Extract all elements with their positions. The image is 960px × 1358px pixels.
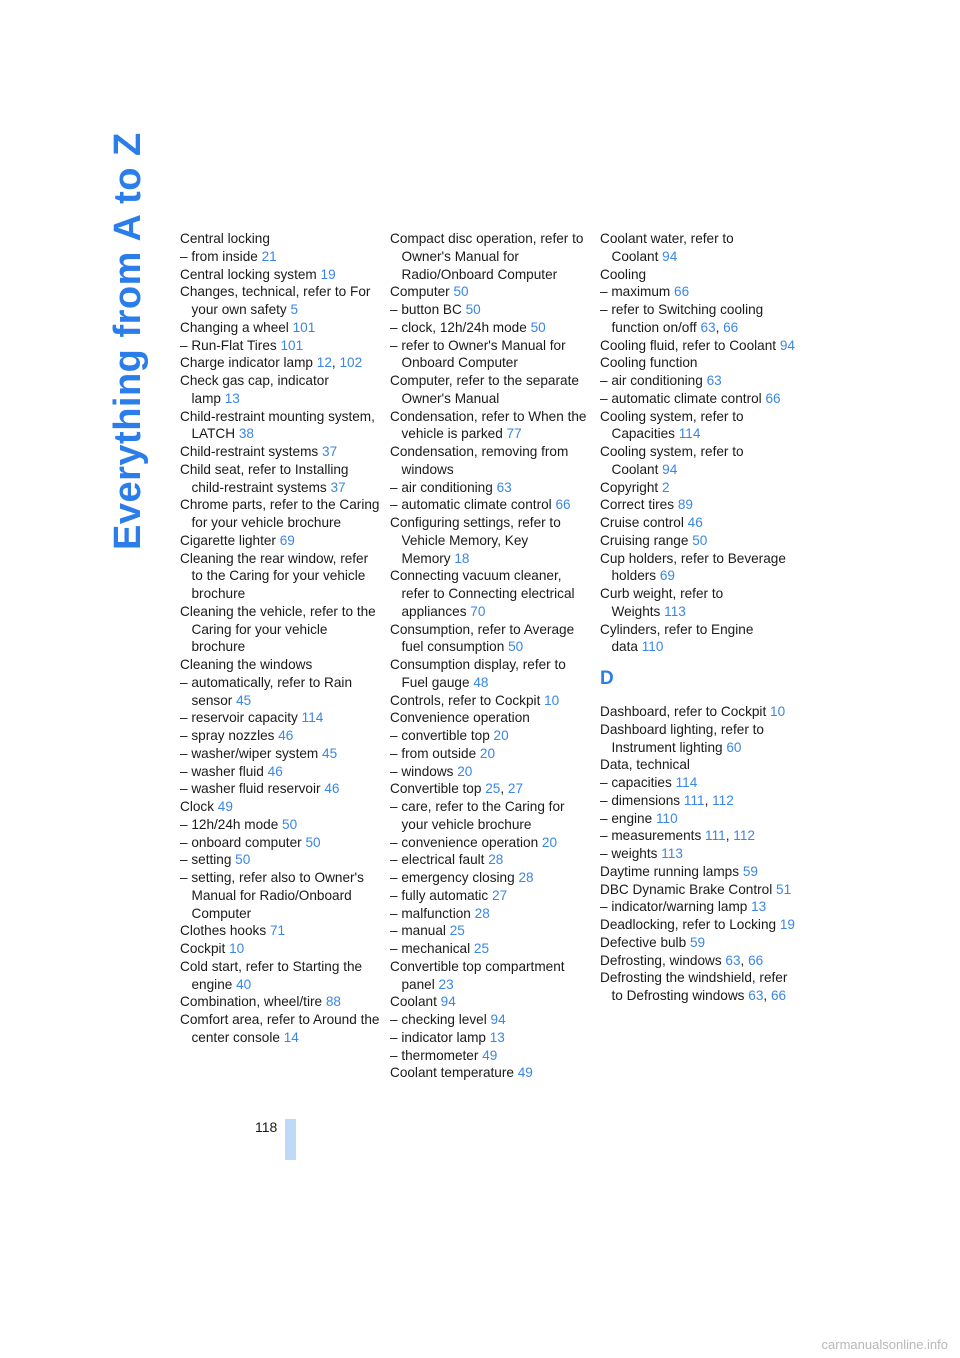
index-term: – spray nozzles <box>180 728 275 743</box>
page-ref-link[interactable]: 28 <box>474 905 490 921</box>
index-term: Computer, refer to the separate Owner's Manual <box>390 373 579 406</box>
index-entry: – measurements 111, 112 <box>600 828 755 844</box>
index-entry <box>390 692 590 710</box>
index-term: – mechanical <box>390 941 471 956</box>
page-ref-link[interactable]: 50 <box>692 532 708 548</box>
page-ref-link[interactable]: 37 <box>330 479 346 495</box>
index-term: Cleaning the rear window, refer to the Caring for your vehicle brochure <box>180 550 369 601</box>
index-entry <box>390 869 590 887</box>
index-entry <box>390 709 590 727</box>
index-term: Coolant <box>390 994 437 1010</box>
section-letter: D <box>600 668 614 689</box>
index-term: Coolant temperature <box>390 1065 514 1081</box>
index-entry <box>600 774 800 792</box>
page-ref-link[interactable]: 112 <box>733 828 755 844</box>
page-ref-link[interactable]: 49 <box>482 1047 498 1063</box>
index-term: – fully automatic <box>390 887 489 903</box>
index-entry <box>180 993 380 1011</box>
page-ref-link[interactable]: 14 <box>283 1029 299 1045</box>
index-entry <box>390 621 590 657</box>
index-term: Defective bulb <box>600 934 687 950</box>
index-entry <box>180 1011 380 1047</box>
index-term: Controls, refer to Cockpit <box>390 692 541 708</box>
page-ref-link[interactable]: 101 <box>292 319 316 335</box>
page-ref-link[interactable]: 63 <box>748 988 764 1003</box>
page-ref-link[interactable]: 50 <box>235 852 251 868</box>
index-term: Condensation, refer to When the vehicle is parked <box>390 408 587 442</box>
index-column-2 <box>390 230 590 1082</box>
index-term: Cleaning the vehicle, refer to the Caring for your vehicle brochure <box>180 603 376 655</box>
index-term: Cockpit <box>180 941 226 956</box>
page-ref-link[interactable]: 37 <box>322 444 338 459</box>
page-ref-link[interactable]: 2 <box>661 479 670 495</box>
index-term: Daytime running lamps <box>600 863 740 879</box>
index-term: – button BC <box>390 302 462 317</box>
side-title-wrap <box>104 132 152 553</box>
index-term: Changing a wheel <box>180 319 289 335</box>
page-ref-link[interactable]: 13 <box>489 1029 505 1045</box>
page-ref-link[interactable]: 71 <box>269 923 286 939</box>
page-ref-link[interactable]: 46 <box>267 763 283 779</box>
index-term: Dashboard lighting, refer to Instrument lighting <box>600 721 764 755</box>
index-term: Data, technical <box>600 757 690 773</box>
index-term: Charge indicator lamp <box>180 355 313 371</box>
page-ref-link[interactable]: 50 <box>508 639 524 655</box>
index-entry: Defrosting the windshield, refer to Defrosting windows 63, 66 <box>600 970 788 1003</box>
index-entry <box>390 408 590 444</box>
index-entry <box>180 958 380 994</box>
index-term: – checking level <box>390 1012 487 1027</box>
page-ref-link[interactable]: 94 <box>662 248 678 264</box>
index-term: Cold start, refer to Starting the engine <box>180 958 363 992</box>
page-ref-link[interactable]: 19 <box>779 917 795 932</box>
page-ref-link[interactable]: 88 <box>325 994 341 1010</box>
page-ref-link[interactable]: 70 <box>470 603 486 619</box>
index-term: Cigarette lighter <box>180 532 276 548</box>
page-ref-link[interactable]: 77 <box>506 426 522 442</box>
index-entry <box>180 816 380 834</box>
index-term: – automatic climate control <box>390 497 552 513</box>
index-term: Convertible top compartment panel <box>390 958 565 992</box>
index-entry <box>180 248 380 266</box>
index-entry <box>390 443 590 479</box>
page-ref-link[interactable]: 25 <box>485 781 501 797</box>
index-entry <box>180 869 380 922</box>
index-entry <box>600 585 800 621</box>
page-ref-link[interactable]: 114 <box>678 426 701 442</box>
index-entry <box>390 958 590 994</box>
index-term: Consumption display, refer to Fuel gauge <box>390 657 566 690</box>
index-entry <box>390 372 590 408</box>
index-term: – refer to Owner's Manual for Onboard Computer <box>390 337 566 371</box>
index-term: Changes, technical, refer to For your own safety <box>180 284 371 317</box>
index-entry <box>180 709 380 727</box>
index-term: – from outside <box>390 745 477 761</box>
index-entry <box>600 810 800 828</box>
index-term: Central locking <box>180 231 270 246</box>
index-term: Correct tires <box>600 497 675 513</box>
index-entry <box>180 266 380 284</box>
index-term: Connecting vacuum cleaner, refer to Connecting electrical appliances <box>390 568 575 619</box>
index-term: Cooling system, refer to Capacities <box>600 408 744 442</box>
index-term: Cooling fluid, refer to Coolant <box>600 337 777 353</box>
index-term: – emergency closing <box>390 870 515 885</box>
page-ref-link[interactable]: 13 <box>751 899 767 915</box>
index-entry <box>600 514 800 532</box>
index-entry <box>390 851 590 869</box>
index-entry <box>390 656 590 692</box>
index-entry <box>390 993 590 1011</box>
index-term: Consumption, refer to Average fuel consumption <box>390 621 575 655</box>
index-entry <box>180 780 380 798</box>
index-entry <box>180 550 380 603</box>
index-term: – washer fluid <box>180 763 264 779</box>
page-ref-link[interactable]: 63 <box>496 479 512 495</box>
side-title: Everything from A to Z <box>107 132 149 550</box>
page-ref-link[interactable]: 101 <box>280 337 304 353</box>
index-term: – 12h/24h mode <box>180 816 279 832</box>
index-term: Combination, wheel/tire <box>180 994 323 1010</box>
page-ref-link[interactable]: 66 <box>555 497 571 513</box>
page-ref-link[interactable]: 110 <box>655 810 678 826</box>
page-ref-link[interactable]: 20 <box>479 745 496 761</box>
page-ref-link[interactable]: 63 <box>706 373 722 388</box>
page-ref-link[interactable]: 20 <box>493 728 509 743</box>
index-entry <box>600 898 800 916</box>
index-entry <box>180 798 380 816</box>
index-entry <box>390 745 590 763</box>
index-term: Cruising range <box>600 532 689 548</box>
index-term: Convenience operation <box>390 710 530 726</box>
index-entry <box>600 372 800 390</box>
page-ref-link[interactable]: 63 <box>725 952 741 968</box>
page-ref-link[interactable]: 102 <box>339 355 363 371</box>
index-term: – onboard computer <box>180 834 302 850</box>
index-term: – thermometer <box>390 1047 479 1063</box>
page-ref-link[interactable]: 45 <box>236 692 252 708</box>
index-term: Compact disc operation, refer to Owner's Manual for Radio/Onboard Computer <box>390 231 584 282</box>
index-entry <box>180 372 380 408</box>
page-ref-link[interactable]: 12 <box>316 355 332 371</box>
page-ref-link[interactable]: 50 <box>465 302 481 317</box>
watermark: carmanualsonline.info <box>821 1337 948 1352</box>
page-ref-link[interactable]: 66 <box>765 390 781 406</box>
index-term: Child seat, refer to Installing child-restraint systems <box>180 461 349 495</box>
index-entry <box>600 934 800 952</box>
index-term: – automatically, refer to Rain sensor <box>180 674 353 708</box>
index-entry <box>180 532 380 550</box>
index-term: Deadlocking, refer to Locking <box>600 917 777 932</box>
page-ref-link[interactable]: 46 <box>687 515 703 530</box>
index-entry: – refer to Switching cooling function on/off 63, 66 <box>600 302 764 335</box>
page-ref-link[interactable]: 111 <box>683 792 705 808</box>
index-entry <box>390 1047 590 1065</box>
index-term: – electrical fault <box>390 852 485 868</box>
index-term: – from inside <box>180 248 258 264</box>
page-ref-link[interactable]: 46 <box>324 781 340 797</box>
index-entry <box>600 266 800 284</box>
page-tab-marker <box>285 1119 296 1160</box>
index-term: Dashboard, refer to Cockpit <box>600 704 767 719</box>
page-ref-link[interactable]: 25 <box>449 923 465 939</box>
index-term: – maximum <box>600 284 671 300</box>
index-term: Defrosting, windows <box>600 952 722 968</box>
index-term: Cooling system, refer to Coolant <box>600 444 744 477</box>
page-ref-link[interactable]: 94 <box>490 1012 506 1027</box>
page-ref-link[interactable]: 110 <box>641 639 664 655</box>
index-entry <box>180 674 380 710</box>
index-term: Cup holders, refer to Beverage holders <box>600 550 786 584</box>
page-ref-link[interactable]: 23 <box>438 976 454 992</box>
index-term: – malfunction <box>390 905 471 921</box>
index-term: Child-restraint systems <box>180 444 319 459</box>
page-ref-link[interactable]: 49 <box>217 799 233 814</box>
page-ref-link[interactable]: 66 <box>770 988 787 1003</box>
index-term: – dimensions <box>600 792 681 808</box>
index-term: – care, refer to the Caring for your vehicle brochure <box>390 799 565 832</box>
page-ref-link[interactable]: 18 <box>454 550 470 566</box>
index-entry <box>180 940 380 958</box>
index-term: – Run-Flat Tires <box>180 337 277 353</box>
index-term: Check gas cap, indicator lamp <box>180 373 329 406</box>
index-entry <box>600 550 800 586</box>
index-term: Cooling function <box>600 355 698 371</box>
page-ref-link[interactable]: 89 <box>677 497 693 513</box>
index-term: Cruise control <box>600 515 684 530</box>
page-ref-link[interactable]: 69 <box>659 568 675 584</box>
index-term: Clothes hooks <box>180 923 267 939</box>
index-entry <box>600 532 800 550</box>
index-entry <box>180 922 380 940</box>
index-entry <box>180 603 380 656</box>
page-ref-link[interactable]: 27 <box>492 887 508 903</box>
index-entry <box>390 319 590 337</box>
index-entry: Charge indicator lamp 12, 102 <box>180 355 363 371</box>
page-ref-link[interactable]: 46 <box>278 728 294 743</box>
index-entry <box>180 319 380 337</box>
page-ref-link[interactable]: 25 <box>473 941 490 956</box>
page-ref-link[interactable]: 66 <box>723 319 739 335</box>
page-ref-link[interactable]: 60 <box>726 739 742 755</box>
index-term: – capacities <box>600 775 672 790</box>
index-entry <box>390 1011 590 1029</box>
index-entry <box>180 443 380 461</box>
index-entry <box>390 1064 590 1082</box>
index-term: – convertible top <box>390 728 490 743</box>
index-term: – measurements <box>600 828 702 844</box>
index-entry <box>390 834 590 852</box>
index-term: – windows <box>390 763 454 779</box>
index-term: Computer <box>390 284 450 300</box>
index-term: – indicator lamp <box>390 1029 486 1045</box>
page-ref-link[interactable]: 69 <box>279 532 295 548</box>
page-ref-link[interactable]: 49 <box>517 1065 533 1081</box>
index-term: – clock, 12h/24h mode <box>390 319 527 335</box>
index-term: Convertible top <box>390 781 482 797</box>
index-term: Child-restraint mounting system, LATCH <box>180 408 375 442</box>
index-term: Condensation, removing from windows <box>390 444 569 477</box>
page-ref-link[interactable]: 28 <box>488 852 504 868</box>
index-entry <box>600 390 800 408</box>
index-entry <box>390 301 590 319</box>
index-term: – automatic climate control <box>600 390 762 406</box>
index-term: – refer to Switching cooling function on/off <box>600 302 764 335</box>
index-term: – manual <box>390 923 446 939</box>
index-entry: Convertible top 25, 27 <box>390 781 524 797</box>
index-entry <box>600 283 800 301</box>
index-term: – convenience operation <box>390 834 539 850</box>
index-entry <box>390 337 590 373</box>
page-ref-link[interactable]: 40 <box>236 976 252 992</box>
page-ref-link[interactable]: 66 <box>674 284 690 300</box>
index-term: Copyright <box>600 479 659 495</box>
page-ref-link[interactable]: 50 <box>282 816 298 832</box>
index-entry <box>180 834 380 852</box>
page-ref-link[interactable]: 10 <box>229 941 245 956</box>
index-column-3 <box>600 230 800 1005</box>
page-ref-link[interactable]: 66 <box>748 952 764 968</box>
index-entry <box>180 763 380 781</box>
index-entry <box>180 461 380 497</box>
index-term: – engine <box>600 810 653 826</box>
page-ref-link[interactable]: 94 <box>779 337 795 353</box>
index-term: Central locking system <box>180 266 317 282</box>
index-entry <box>390 479 590 497</box>
index-entry <box>180 727 380 745</box>
index-entry <box>390 514 590 567</box>
index-term: Cylinders, refer to Engine data <box>600 621 754 655</box>
page-ref-link[interactable]: 113 <box>661 846 683 861</box>
index-entry <box>180 337 380 355</box>
page-ref-link[interactable]: 19 <box>320 266 336 282</box>
index-entry <box>390 1029 590 1047</box>
index-term: – setting, refer also to Owner's Manual for Radio/Onboard Computer <box>180 870 364 921</box>
index-entry <box>600 863 800 881</box>
index-entry <box>600 408 800 444</box>
index-entry <box>390 922 590 940</box>
index-column-1 <box>180 230 380 1047</box>
index-entry <box>180 496 380 532</box>
index-entry <box>180 745 380 763</box>
index-term: – air conditioning <box>600 373 703 388</box>
index-term: Coolant water, refer to Coolant <box>600 231 734 264</box>
index-term: Chrome parts, refer to the Caring for your vehicle brochure <box>180 497 380 530</box>
page-ref-link[interactable]: 51 <box>776 881 792 897</box>
index-entry <box>600 881 800 899</box>
index-entry <box>600 845 800 863</box>
index-entry <box>390 230 590 283</box>
index-term: – indicator/warning lamp <box>600 899 748 915</box>
index-entry <box>600 443 800 479</box>
index-entry <box>180 283 380 319</box>
index-entry <box>600 621 800 657</box>
page-ref-link[interactable]: 5 <box>290 302 299 317</box>
index-entry <box>180 656 380 674</box>
page-ref-link[interactable]: 114 <box>675 775 698 790</box>
index-entry <box>390 940 590 958</box>
page-ref-link[interactable]: 94 <box>662 461 678 477</box>
index-entry <box>390 567 590 620</box>
page-ref-link[interactable]: 20 <box>541 834 558 850</box>
index-entry <box>180 230 380 248</box>
index-term: – washer/wiper system <box>180 745 319 761</box>
index-entry <box>390 727 590 745</box>
page-ref-link[interactable]: 50 <box>305 834 321 850</box>
index-entry <box>180 851 380 869</box>
index-term: Configuring settings, refer to Vehicle Memory, Key Memory <box>390 515 561 566</box>
page-ref-link[interactable]: 114 <box>301 710 324 726</box>
index-entry <box>600 756 800 774</box>
index-term: Cooling <box>600 266 647 282</box>
index-entry <box>600 721 800 757</box>
index-term: Curb weight, refer to Weights <box>600 586 724 619</box>
index-entry <box>600 496 800 514</box>
page-ref-link[interactable]: 10 <box>770 704 786 719</box>
index-term: – weights <box>600 846 658 861</box>
index-term: – air conditioning <box>390 479 493 495</box>
index-entry <box>390 905 590 923</box>
index-entry <box>180 408 380 444</box>
index-term: Comfort area, refer to Around the center console <box>180 1012 380 1045</box>
index-term: – washer fluid reservoir <box>180 781 321 797</box>
page-ref-link[interactable]: 38 <box>238 426 254 442</box>
index-entry <box>600 916 800 934</box>
index-entry <box>600 703 800 721</box>
page-number: 118 <box>255 1119 278 1135</box>
index-term: Cleaning the windows <box>180 657 313 672</box>
index-entry <box>390 496 590 514</box>
index-entry <box>600 479 800 497</box>
page-ref-link[interactable]: 45 <box>322 745 338 761</box>
page-ref-link[interactable]: 10 <box>544 692 560 708</box>
page-ref-link[interactable]: 20 <box>457 763 473 779</box>
page-ref-link[interactable]: 21 <box>261 248 277 264</box>
index-entry <box>600 337 800 355</box>
index-term: DBC Dynamic Brake Control <box>600 881 773 897</box>
page-ref-link[interactable]: 59 <box>689 934 706 950</box>
index-term: Defrosting the windshield, refer to Defrosting windows <box>600 970 788 1003</box>
index-entry: Defrosting, windows 63, 66 <box>600 952 764 968</box>
page-ref-link[interactable]: 50 <box>530 319 546 335</box>
index-term: Clock <box>180 799 214 814</box>
page-ref-link[interactable]: 94 <box>440 994 456 1010</box>
page-ref-link[interactable]: 63 <box>700 319 716 335</box>
page-ref-link[interactable]: 13 <box>224 390 240 406</box>
index-entry: – dimensions 111, 112 <box>600 792 734 808</box>
index-entry <box>600 354 800 372</box>
page-ref-link[interactable]: 112 <box>712 792 734 808</box>
page-ref-link[interactable]: 48 <box>473 674 489 690</box>
index-entry <box>390 763 590 781</box>
page-ref-link[interactable]: 27 <box>507 781 524 797</box>
index-term: – reservoir capacity <box>180 710 298 726</box>
index-entry <box>390 798 590 834</box>
index-entry <box>390 887 590 905</box>
index-term: – setting <box>180 852 232 868</box>
index-entry <box>600 230 800 266</box>
page-ref-link[interactable]: 50 <box>453 284 469 300</box>
index-entry <box>390 283 590 301</box>
page-ref-link[interactable]: 59 <box>742 863 758 879</box>
page-ref-link[interactable]: 111 <box>705 828 726 844</box>
page-ref-link[interactable]: 113 <box>664 603 686 619</box>
page-ref-link[interactable]: 28 <box>518 870 534 885</box>
